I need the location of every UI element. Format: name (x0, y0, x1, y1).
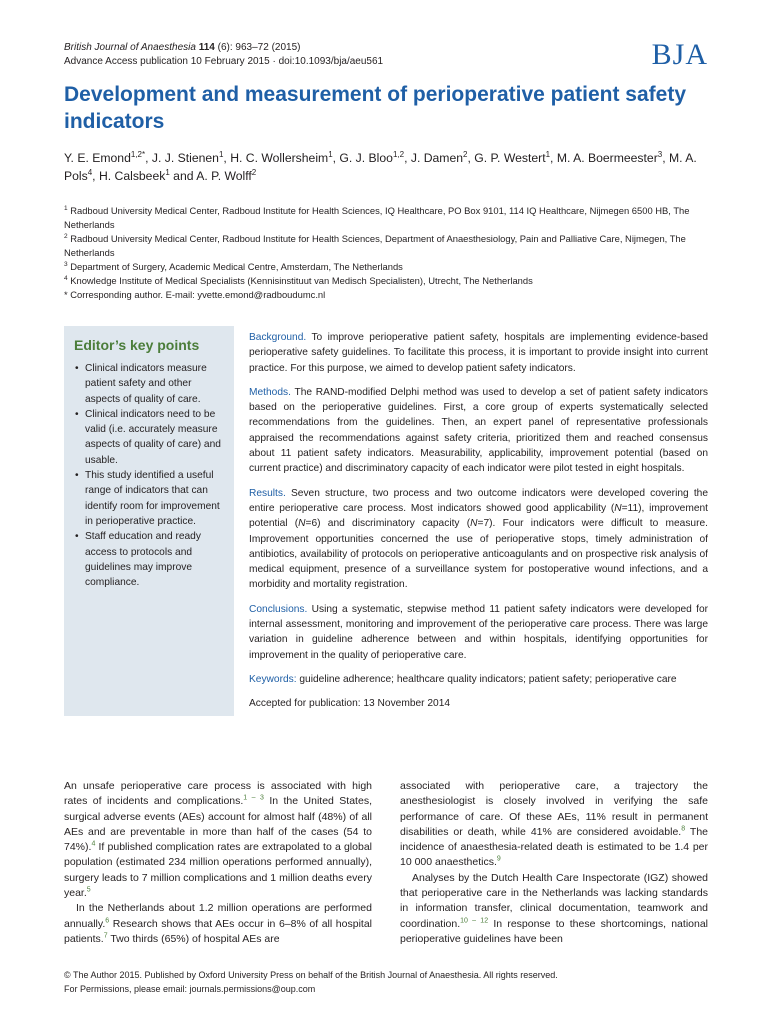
body-column-right (400, 779, 708, 947)
keywords-label: Keywords: (249, 673, 297, 685)
author-name: H. Calsbeek (98, 169, 166, 183)
journal-header (64, 41, 383, 69)
accepted-date: Accepted for publication: 13 November 2014 (249, 698, 451, 710)
author-separator: , (145, 151, 152, 165)
permissions-notice: For Permissions, please email: journals.permissions@oup.com (64, 984, 316, 994)
citation-link[interactable]: 6 (105, 917, 110, 925)
affiliation-2: $^2$ Radboud University Medical Center, Radboud Institute for Health Sciences, Department of Anaesthesiology, Pain and Palliative Care, Nijmegen, The Netherlands (64, 232, 686, 258)
author-affiliation-marker: 4 (87, 167, 93, 177)
author-separator: , (550, 151, 557, 165)
author-affiliation-marker: 1 (218, 149, 224, 159)
journal-volume: 114 (198, 42, 215, 53)
author-name: G. P. Westert (474, 151, 546, 165)
footer (64, 968, 704, 996)
author-name: H. C. Wollersheim (230, 151, 329, 165)
affiliation-3: $^3$ Department of Surgery, Academic Medical Centre, Amsterdam, The Netherlands (64, 260, 403, 272)
results-label: Results. (249, 487, 286, 499)
bja-logo: BJA (651, 38, 708, 71)
corresponding-marker: * (141, 149, 146, 159)
key-point-item: • Staff education and ready access to protocols and guidelines may improve compliance. (74, 529, 224, 590)
author-name: M. A. Boermeester (556, 151, 658, 165)
author-separator: , (662, 151, 669, 165)
author-name: Y. E. Emond (64, 151, 131, 165)
author-affiliation-marker: 1 (545, 149, 551, 159)
abstract-background: Background. To improve perioperative patient safety, hospitals are implementing evidence-based perioperative safety guidelines. To facilitate this process, it is important to provide insight into current practice. For this purpose, we aimed to develop patient safety indicators. (249, 332, 708, 374)
citation-link[interactable]: 5 (86, 886, 91, 894)
key-point-item: • Clinical indicators need to be valid (i.e. accurately measure aspects of quality of care) and usable. (74, 407, 224, 468)
author-separator: , (404, 151, 411, 165)
conclusions-label: Conclusions. (249, 603, 308, 615)
author-separator: , (332, 151, 340, 165)
body-paragraph: In the Netherlands about 1.2 million operations are performed annually.$^6$ Research shows that AEs occur in 6–8% of all hospital patients.$^7$ Two thirds (65%) of hospital AEs are (64, 902, 372, 945)
abstract-results: Results. Seven structure, two process and two outcome indicators were developed covering the entire perioperative care process. Most indicators showed good applicability (N=11), improvement potential (N=6) and discriminatory capacity (N=7). Four indicators were difficult to measure. Improvement opportunities concerned the use of perioperative stops, timely administration of antibiotics, availability of protocols on perioperative anticoagulants and on prospective risk analysis of medical equipment, presence of a surveillance system for postoperative wound infections, and a morbidity and mortality registration. (249, 487, 709, 591)
affiliations (64, 204, 712, 302)
author-separator: , (92, 169, 99, 183)
key-points-heading: Editor’s key points (74, 337, 200, 353)
citation-link[interactable]: 1 – 3 (243, 794, 264, 802)
body-paragraph: Analyses by the Dutch Health Care Inspectorate (IGZ) showed that perioperative care in the Netherlands was lacking standards in information transfer, clinical documentation, teamwork and coordination.$^{10 - 12}$ In response to these shortcomings, national perioperative guidelines have been (400, 871, 708, 945)
methods-label: Methods. (249, 386, 291, 398)
affiliation-4: $^4$ Knowledge Institute of Medical Specialists (Kennisinstituut van Medisch Specialisten), Utrecht, The Netherlands (64, 274, 533, 286)
journal-issue-pages: (6): 963–72 (2015) (217, 42, 301, 53)
publication-line (64, 55, 383, 69)
author-name: J. Damen (410, 151, 463, 165)
author-affiliation-marker: 1,2 (130, 149, 142, 159)
author-affiliation-marker: 3 (657, 149, 663, 159)
affiliation-1: $^1$ Radboud University Medical Center, Radboud Institute for Health Sciences, IQ Healthcare, PO Box 9101, 114 IQ Healthcare, Nijmegen 6500 HB, The Netherlands (64, 204, 690, 230)
author-affiliation-marker: 1 (165, 167, 170, 177)
abstract-conclusions: Conclusions. Using a systematic, stepwise method 11 patient safety indicators were developed for internal assessment, monitoring and improvement of the perioperative care process. There was large variation in guideline adherence between and within hospitals, identifying opportunities for improvement in the quality of perioperative care. (249, 603, 708, 661)
key-point-item: • Clinical indicators measure patient safety and other aspects of quality of care. (74, 361, 224, 407)
author-affiliation-marker: 2 (463, 149, 468, 159)
author-name: M. A. Pols (64, 151, 697, 183)
author-list (64, 149, 712, 185)
copyright-notice: © The Author 2015. Published by Oxford University Press on behalf of the British Journal of Anaesthesia. All rights reserved. (64, 970, 558, 980)
doi-link[interactable]: doi:10.1093/bja/aeu561 (278, 56, 384, 67)
background-label: Background. (249, 332, 307, 343)
abstract-methods: Methods. The RAND-modified Delphi method was used to develop a set of patient safety indicators based on the perioperative guidelines. First, a core group of experts systematically selected recommendations from the guidelines. Then, an expert panel of representative professionals appraised the recommendations against safety criteria, prioritized them and reached consensus about 11 patient safety indicators. Measurability, applicability, improvement potential (based on current practice) and discriminatory capacity of each indicator were pilot tested in eight hospitals. (249, 386, 708, 475)
key-point-item: • This study identified a useful range of indicators that can identify room for improvement in perioperative practice. (74, 468, 224, 529)
article-title: Development and measurement of perioperative patient safety indicators (64, 83, 687, 133)
key-points-list (74, 361, 224, 590)
body-paragraph: An unsafe perioperative care process is associated with high rates of incidents and complications.$^{1 - 3}$ In the United States, surgical adverse events (AEs) account for almost half (48%) of all AEs and are preventable in more than half of the cases (54 to 74%).$^4$ If published complication rates are extrapolated to a global population (estimated 234 million operations performed annually), surgery leads to 7 million complications and 1 million deaths every year.$^5$ (64, 780, 372, 900)
citation-link[interactable]: 10 – 12 (460, 917, 489, 925)
corresponding-author: * Corresponding author. E-mail: yvette.emond@radboudumc.nl (64, 289, 326, 300)
author-separator: , (223, 151, 231, 165)
citation-link[interactable]: 9 (496, 855, 501, 863)
journal-name: British Journal of Anaesthesia (64, 42, 196, 53)
author-affiliation-marker: 1 (328, 149, 333, 159)
author-affiliation-marker: 1,2 (392, 149, 405, 159)
author-name: A. P. Wolff (196, 169, 252, 183)
author-separator: , (467, 151, 475, 165)
abstract-keywords: Keywords: guideline adherence; healthcare quality indicators; patient safety; perioperative care (249, 673, 677, 685)
author-name: G. J. Bloo (339, 151, 393, 165)
body-paragraph: associated with perioperative care, a trajectory the anesthesiologist is closely involved in verifying the safe performance of care. Of these AEs, 11% result in permanent disabilities or death, while 41% are considered avoidable.$^8$ The incidence of anaesthesia-related death is estimated to be 1.4 per 10 000 anaesthetics.$^9$ (400, 780, 708, 869)
citation-link[interactable]: 4 (91, 840, 96, 848)
advance-access: Advance Access publication 10 February 2015 · (64, 56, 276, 67)
abstract (249, 330, 708, 721)
author-name: J. J. Stienen (151, 151, 219, 165)
author-separator: and (169, 169, 197, 183)
journal-citation-line (64, 41, 383, 55)
editors-key-points-box (64, 326, 234, 716)
author-affiliation-marker: 2 (251, 167, 257, 177)
citation-link[interactable]: 7 (103, 932, 108, 940)
citation-link[interactable]: 8 (681, 825, 686, 833)
body-column-left (64, 779, 372, 947)
